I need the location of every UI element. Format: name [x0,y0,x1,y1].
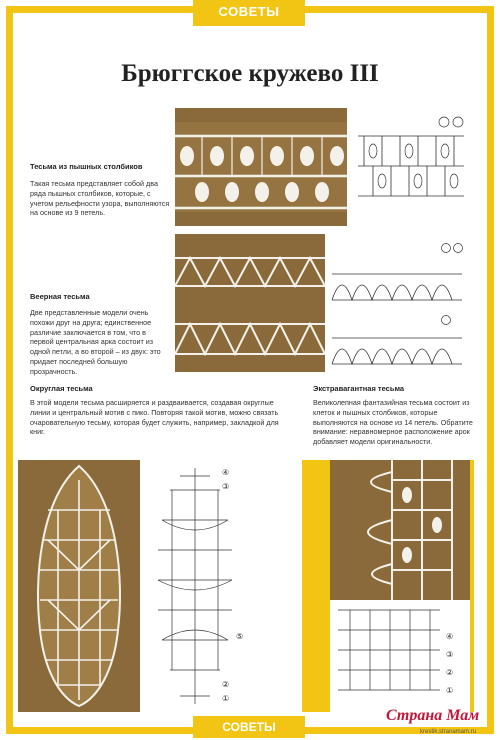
photo-round-band-art [18,460,140,712]
watermark-url: krestik.stranamam.ru [420,729,477,735]
page-title: Брюггское кружево III [121,60,379,87]
diagram-fan-band-art [328,234,470,372]
watermark-logo: Страна Мам [386,707,480,724]
header-tab [193,0,305,26]
text-fan-band: Две представленные модели очень похожи друг на друга; единственное различие заключается в том, что в первой центральная арка состоит из одной петли, а во второй – из двух: это придает последней большую прозрачность. [30,308,161,376]
footer-label: СОВЕТЫ [222,720,276,734]
round-mark-2: ② [222,680,230,689]
photo-fan-band [175,234,325,372]
round-mark-3: ③ [222,482,230,491]
photo-puffy-band [175,108,347,226]
extravagant-mark-1: ① [446,686,454,695]
text-extravagant-band: Великолепная фантазийная тесьма состоит из клеток и пышных столбиков, которые выполняются на основе из 14 петель. Обратите внимание: неравномерное расположение арок добавляет модели оригинальности. [313,398,473,447]
heading-puffy-band: Тесьма из пышных столбиков [30,162,143,171]
photo-round-band [18,460,140,712]
extravagant-mark-4: ④ [446,632,454,641]
extravagant-mark-2: ② [446,668,454,677]
round-mark-5: ⑤ [236,632,244,641]
diagram-puffy-band [352,108,470,218]
photo-extravagant-band-art [330,460,470,600]
diagram-extravagant-band [330,600,470,712]
diagram-fan-band [328,234,470,372]
round-mark-4: ④ [222,468,230,477]
photo-extravagant-band [330,460,470,600]
text-puffy-band: Такая тесьма представляет собой два ряда пышных столбиков, которые, с учетом рельефности узора, выполняются на основе из 9 петель. [30,179,170,218]
diagram-puffy-band-art [352,108,470,218]
diagram-round-band-art [140,460,290,712]
round-mark-1: ① [222,694,230,703]
extravagant-mark-3: ③ [446,650,454,659]
text-round-band: В этой модели тесьма расширяется и раздваивается, создавая округлые линии и центральный мотив с пико. Повторяя такой мотив, можно связать очаровательную тесьму, которая будет служить, например, закладкой для книг. [30,398,279,437]
photo-puffy-band-art [175,108,347,226]
photo-fan-band-art [175,234,325,372]
heading-extravagant-band: Экстравагантная тесьма [313,384,405,393]
header-label: СОВЕТЫ [218,4,280,19]
diagram-round-band [140,460,290,712]
heading-fan-band: Веерная тесьма [30,292,90,301]
heading-round-band: Округлая тесьма [30,384,93,393]
footer-tab [193,716,305,738]
